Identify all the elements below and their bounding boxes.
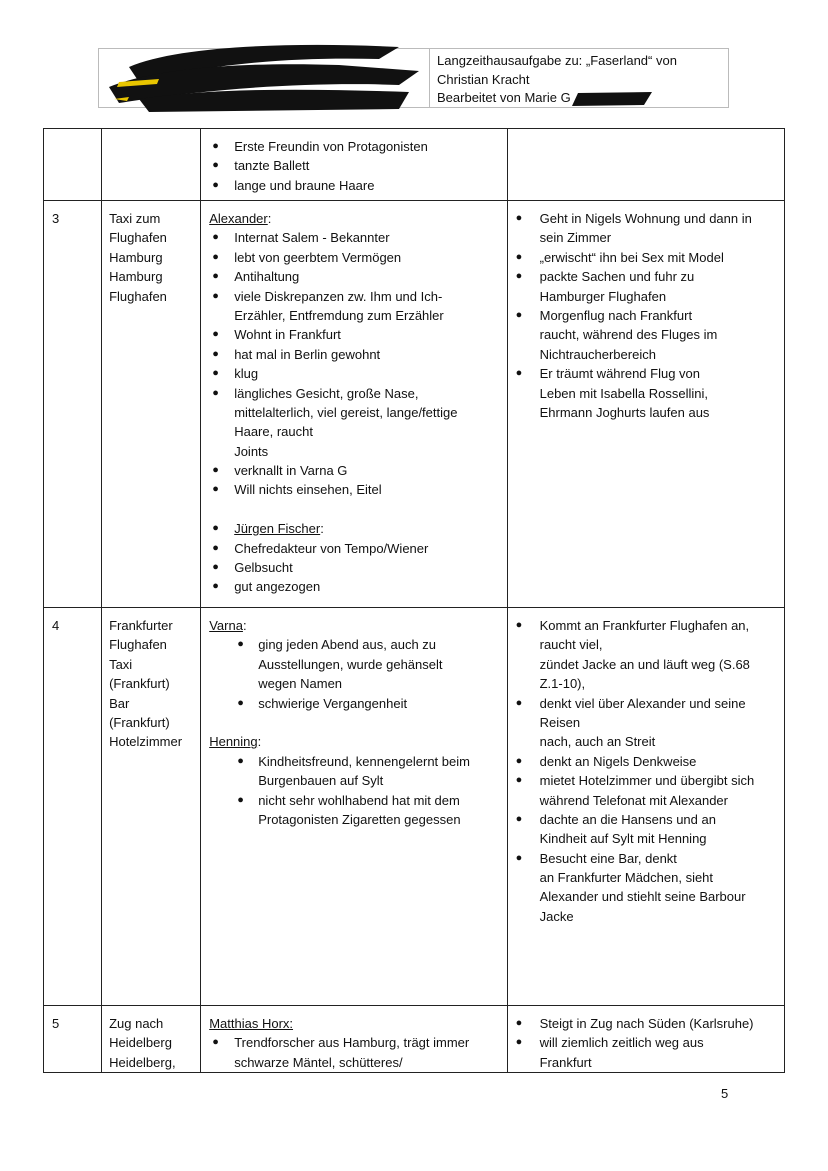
- line-content: Nichtraucherbereich: [539, 346, 656, 362]
- line-text: [234, 248, 401, 267]
- line-text: [540, 403, 710, 422]
- table-row: [44, 608, 785, 1006]
- line-text: [540, 829, 707, 848]
- line-content: an Frankfurter Mädchen, sieht: [539, 870, 714, 886]
- characters-cell: [201, 129, 507, 201]
- text-line: [201, 655, 506, 674]
- place-line: Zug nach: [109, 1016, 164, 1031]
- line-content: Trendforscher aus Hamburg, trägt immer: [234, 1035, 470, 1051]
- line-text: [258, 752, 470, 771]
- bullet-icon: ●: [515, 308, 523, 321]
- line-text: [540, 655, 750, 674]
- text-line: [201, 176, 506, 195]
- line-text: [234, 539, 428, 558]
- bullet-icon: ●: [515, 774, 523, 787]
- suffix: :: [242, 618, 247, 633]
- text-line: [508, 384, 784, 403]
- line-text: [540, 849, 677, 868]
- text-line: [508, 616, 784, 635]
- line-content: Frankfurt: [539, 1054, 592, 1070]
- row-number: 5: [44, 1006, 102, 1073]
- bullet-icon: ●: [237, 754, 244, 767]
- text-line: [508, 228, 784, 247]
- suffix: :: [320, 521, 324, 537]
- text-line: [201, 209, 506, 228]
- line-text: [234, 1033, 469, 1052]
- bullet-icon: ●: [212, 347, 219, 360]
- line-text: [540, 345, 656, 364]
- events-cell: [507, 608, 784, 1006]
- line-content: tanzte Ballett: [234, 158, 310, 174]
- line-text: [209, 1014, 293, 1033]
- summary-table: [43, 128, 785, 1073]
- bullet-icon: ●: [515, 619, 523, 631]
- line-text: [540, 674, 586, 693]
- line-text: [234, 176, 374, 195]
- text-line: [201, 635, 506, 654]
- place-line: (Frankfurt): [109, 676, 170, 692]
- header-text: [437, 52, 677, 108]
- row-number: 3: [44, 201, 102, 608]
- place-line: (Frankfurt): [109, 715, 170, 731]
- page-header: [98, 48, 729, 108]
- bullet-icon: ●: [212, 386, 219, 399]
- line-content: Protagonisten Zigaretten gegessen: [258, 811, 461, 827]
- text-line: [201, 480, 506, 499]
- character-name: Matthias Horx:: [209, 1016, 294, 1031]
- text-line: [201, 461, 506, 480]
- line-content: hat mal in Berlin gewohnt: [234, 346, 381, 362]
- bullet-icon: ●: [212, 541, 219, 554]
- text-line: [201, 137, 506, 156]
- text-line: [508, 810, 784, 829]
- text-line: [508, 829, 784, 848]
- line-content: mittelalterlich, viel gereist, lange/fettige: [234, 404, 458, 420]
- line-content: längliches Gesicht, große Nase,: [234, 385, 419, 401]
- text-line: [201, 325, 506, 344]
- text-line: [201, 500, 506, 519]
- line-content: Besucht eine Bar, denkt: [539, 850, 677, 866]
- bullet-icon: ●: [212, 561, 219, 574]
- place-cell: [102, 608, 201, 1006]
- line-content: Will nichts einsehen, Eitel: [234, 482, 382, 498]
- bullet-icon: ●: [515, 250, 523, 263]
- text-line: [508, 752, 784, 771]
- line-content: schwarze Mäntel, schütteres/: [234, 1054, 403, 1070]
- text-line: [201, 384, 506, 403]
- line-content: mietet Hotelzimmer und übergibt sich: [539, 773, 755, 789]
- bullet-icon: ●: [212, 270, 219, 283]
- line-text: [540, 791, 728, 810]
- line-content: während Telefonat mit Alexander: [539, 792, 728, 808]
- line-content: Steigt in Zug nach Süden (Karlsruhe): [539, 1016, 754, 1031]
- row-number: [44, 129, 102, 201]
- bullet-icon: ●: [212, 231, 219, 244]
- line-content: schwierige Vergangenheit: [258, 695, 408, 711]
- bullet-icon: ●: [515, 1036, 523, 1049]
- text-line: [201, 1014, 506, 1033]
- line-text: [540, 713, 580, 732]
- text-line: [508, 868, 784, 887]
- table-row: [44, 129, 785, 201]
- text-line: [508, 694, 784, 713]
- line-text: [540, 209, 752, 228]
- place-line: Heidelberg,: [109, 1054, 176, 1070]
- redacted-logo: [99, 37, 429, 112]
- line-text: [540, 228, 612, 247]
- line-content: raucht, während des Fluges im: [539, 327, 718, 343]
- line-content: Hamburger Flughafen: [539, 288, 667, 304]
- line-text: [234, 287, 442, 306]
- bullet-icon: ●: [212, 159, 219, 172]
- line-text: [258, 771, 383, 790]
- line-content: denkt viel über Alexander und seine: [539, 695, 746, 711]
- place-line: Heidelberg: [109, 1035, 172, 1051]
- line-text: [258, 791, 460, 810]
- text-line: [508, 364, 784, 383]
- line-text: [540, 306, 692, 325]
- line-text: [540, 771, 755, 790]
- bullet-icon: ●: [515, 270, 523, 283]
- text-line: [201, 364, 506, 383]
- events-cell: [507, 1006, 784, 1073]
- line-content: Z.1-10),: [539, 676, 586, 692]
- redacted-name: [572, 92, 652, 106]
- text-line: [201, 345, 506, 364]
- bullet-icon: ●: [515, 212, 523, 224]
- place-line: Frankfurter: [109, 618, 173, 633]
- line-content: Burgenbauen auf Sylt: [258, 773, 384, 789]
- bullet-icon: ●: [212, 250, 219, 263]
- line-text: [540, 616, 750, 635]
- line-content: gut angezogen: [234, 579, 321, 595]
- text-line: [201, 1033, 506, 1052]
- line-content: wegen Namen: [258, 676, 343, 692]
- line-content: Erste Freundin von Protagonisten: [234, 139, 428, 154]
- line-text: [540, 752, 697, 771]
- line-text: [540, 364, 700, 383]
- text-line: [508, 287, 784, 306]
- line-text: [540, 1053, 592, 1072]
- line-content: Jacke: [539, 908, 574, 924]
- text-line: [508, 1053, 784, 1072]
- line-text: [234, 403, 457, 422]
- line-text: [234, 306, 444, 325]
- text-line: [508, 791, 784, 810]
- bullet-icon: ●: [515, 851, 523, 864]
- line-content: Kindheit auf Sylt mit Henning: [539, 831, 707, 847]
- line-text: [258, 674, 342, 693]
- text-line: [201, 228, 506, 247]
- line-text: [540, 907, 574, 926]
- line-content: raucht viel,: [539, 637, 603, 653]
- line-content: nicht sehr wohlhabend hat mit dem: [258, 792, 460, 808]
- line-content: Antihaltung: [234, 269, 300, 285]
- place-cell: [102, 201, 201, 608]
- line-text: [540, 635, 603, 654]
- line-text: [234, 384, 418, 403]
- text-line: [508, 713, 784, 732]
- line-text: [258, 655, 442, 674]
- line-text: [234, 558, 293, 577]
- header-line: Christian Kracht: [437, 71, 530, 87]
- text-line: [201, 156, 506, 175]
- line-text: [234, 480, 381, 499]
- line-text: [234, 364, 258, 383]
- text-line: [508, 1033, 784, 1052]
- place-line: Hamburg: [109, 249, 163, 265]
- text-line: [201, 791, 506, 810]
- text-line: [201, 539, 506, 558]
- text-line: [508, 209, 784, 228]
- line-content: Wohnt in Frankfurt: [234, 327, 341, 343]
- line-text: [209, 209, 271, 228]
- text-line: [508, 403, 784, 422]
- line-text: [540, 732, 656, 751]
- line-content: Kindheitsfreund, kennengelernt beim: [258, 753, 470, 769]
- place-line: Taxi zum: [109, 211, 161, 226]
- line-content: Kommt an Frankfurter Flughafen an,: [539, 618, 750, 633]
- line-text: [258, 810, 460, 829]
- line-text: [540, 810, 716, 829]
- bullet-icon: ●: [515, 812, 523, 825]
- line-text: [258, 635, 436, 654]
- character-name: Alexander: [209, 211, 268, 226]
- events-cell: [507, 129, 784, 201]
- text-line: [508, 674, 784, 693]
- line-text: [540, 384, 708, 403]
- row-number: 4: [44, 608, 102, 1006]
- line-content: Gelbsucht: [234, 560, 293, 576]
- line-text: [234, 267, 299, 286]
- line-content: zündet Jacke an und läuft weg (S.68: [539, 656, 750, 672]
- table-row: [44, 201, 785, 608]
- line-content: Ausstellungen, wurde gehänselt: [258, 656, 443, 672]
- line-text: [234, 442, 268, 461]
- bullet-icon: ●: [515, 754, 523, 767]
- line-content: Reisen: [539, 714, 581, 730]
- bullet-icon: ●: [212, 328, 219, 341]
- line-text: [234, 228, 389, 247]
- page-number: 5: [721, 1086, 729, 1101]
- line-text: [234, 137, 428, 156]
- line-content: Joints: [234, 443, 269, 459]
- events-cell: [507, 201, 784, 608]
- line-text: [234, 519, 324, 538]
- place-line: Flughafen: [109, 637, 167, 653]
- line-content: denkt an Nigels Denkweise: [539, 753, 697, 769]
- character-name: Henning: [209, 734, 258, 750]
- bullet-icon: ●: [237, 696, 244, 709]
- place-line: Bar: [109, 695, 130, 711]
- header-line-wrap: [437, 89, 677, 108]
- line-content: Ehrmann Joghurts laufen aus: [539, 404, 710, 420]
- text-line: [201, 267, 506, 286]
- text-line: [201, 442, 506, 461]
- bullet-icon: ●: [515, 367, 523, 380]
- line-content: Alexander und stiehlt seine Barbour: [539, 889, 746, 905]
- line-text: [209, 616, 246, 635]
- text-line: [201, 752, 506, 771]
- line-content: Internat Salem - Bekannter: [234, 230, 390, 246]
- header-line: Langzeithausaufgabe zu: „Faserland“ von: [437, 53, 677, 68]
- line-text: [540, 287, 666, 306]
- line-content: nach, auch an Streit: [539, 734, 656, 750]
- text-line: [508, 771, 784, 790]
- line-text: [540, 267, 695, 286]
- text-line: [201, 422, 506, 441]
- text-line: [201, 403, 506, 422]
- bullet-icon: ●: [212, 580, 219, 593]
- bullet-icon: ●: [212, 1036, 219, 1049]
- characters-cell: [201, 1006, 507, 1073]
- line-content: ging jeden Abend aus, auch zu: [258, 637, 437, 653]
- bullet-icon: ●: [237, 793, 244, 806]
- line-content: verknallt in Varna G: [234, 463, 348, 479]
- suffix: :: [257, 734, 262, 750]
- text-line: [201, 694, 506, 713]
- line-text: [234, 345, 380, 364]
- text-line: [201, 306, 506, 325]
- text-line: [201, 713, 506, 732]
- line-text: [540, 868, 713, 887]
- characters-cell: [201, 608, 507, 1006]
- bullet-icon: ●: [212, 178, 219, 191]
- line-content: klug: [234, 366, 259, 382]
- text-line: [201, 732, 506, 751]
- suffix: :: [267, 211, 272, 226]
- line-text: [209, 732, 261, 751]
- bullet-icon: ●: [212, 289, 219, 302]
- line-text: [540, 887, 746, 906]
- line-text: [540, 325, 718, 344]
- table-row: [44, 1006, 785, 1073]
- text-line: [201, 771, 506, 790]
- bullet-icon: ●: [237, 638, 244, 651]
- text-line: [201, 577, 506, 596]
- line-text: [234, 156, 309, 175]
- header-divider: [429, 49, 430, 107]
- line-content: Er träumt während Flug von: [539, 366, 701, 382]
- text-line: [508, 849, 784, 868]
- line-content: Leben mit Isabella Rossellini,: [539, 385, 708, 401]
- line-content: sein Zimmer: [539, 230, 612, 246]
- text-line: [508, 248, 784, 267]
- text-line: [508, 732, 784, 751]
- characters-cell: [201, 201, 507, 608]
- place-cell: [102, 1006, 201, 1073]
- text-line: [201, 1053, 506, 1072]
- text-line: [201, 287, 506, 306]
- bullet-icon: ●: [212, 464, 219, 477]
- line-content: Erzähler, Entfremdung zum Erzähler: [234, 307, 444, 323]
- bullet-icon: ●: [515, 1017, 523, 1029]
- bullet-icon: ●: [515, 696, 523, 709]
- bullet-icon: ●: [212, 140, 219, 152]
- line-content: will ziemlich zeitlich weg aus: [539, 1035, 704, 1051]
- text-line: [201, 674, 506, 693]
- line-text: [234, 1053, 402, 1072]
- place-line: Flughafen: [109, 230, 167, 246]
- text-line: [508, 635, 784, 654]
- line-text: [540, 248, 724, 267]
- line-content: lebt von geerbtem Vermögen: [234, 249, 402, 265]
- line-text: [234, 461, 347, 480]
- text-line: [508, 907, 784, 926]
- bullet-icon: ●: [212, 522, 219, 535]
- place-cell: [102, 129, 201, 201]
- header-line: Bearbeitet von Marie G: [437, 90, 571, 105]
- line-text: [258, 694, 407, 713]
- line-content: packte Sachen und fuhr zu: [539, 269, 695, 285]
- place-line: Flughafen: [109, 288, 167, 304]
- line-content: „erwischt“ ihn bei Sex mit Model: [539, 249, 724, 265]
- line-text: [234, 422, 313, 441]
- line-text: [234, 577, 320, 596]
- place-line: Hotelzimmer: [109, 734, 183, 750]
- text-line: [201, 616, 506, 635]
- line-content: dachte an die Hansens und an: [539, 811, 716, 827]
- place-line: Taxi: [109, 656, 133, 672]
- line-text: [540, 1014, 754, 1033]
- place-line: Hamburg: [109, 269, 163, 285]
- line-text: [234, 325, 341, 344]
- line-content: Geht in Nigels Wohnung und dann in: [539, 211, 752, 226]
- text-line: [201, 558, 506, 577]
- text-line: [201, 248, 506, 267]
- text-line: [508, 306, 784, 325]
- line-content: Chefredakteur von Tempo/Wiener: [234, 540, 429, 556]
- line-content: Morgenflug nach Frankfurt: [539, 307, 693, 323]
- line-text: [540, 1033, 704, 1052]
- text-line: [201, 810, 506, 829]
- text-line: [508, 1014, 784, 1033]
- line-content: viele Diskrepanzen zw. Ihm und Ich-: [234, 288, 443, 304]
- text-line: [508, 267, 784, 286]
- text-line: [508, 887, 784, 906]
- line-content: lange und braune Haare: [234, 177, 375, 193]
- text-line: [508, 345, 784, 364]
- character-name: Jürgen Fischer: [234, 521, 321, 537]
- text-line: [201, 519, 506, 538]
- text-line: [508, 655, 784, 674]
- text-line: [508, 325, 784, 344]
- bullet-icon: ●: [212, 367, 219, 380]
- line-content: Haare, raucht: [234, 424, 313, 440]
- bullet-icon: ●: [212, 483, 219, 496]
- character-name: Varna: [209, 618, 243, 633]
- line-text: [540, 694, 746, 713]
